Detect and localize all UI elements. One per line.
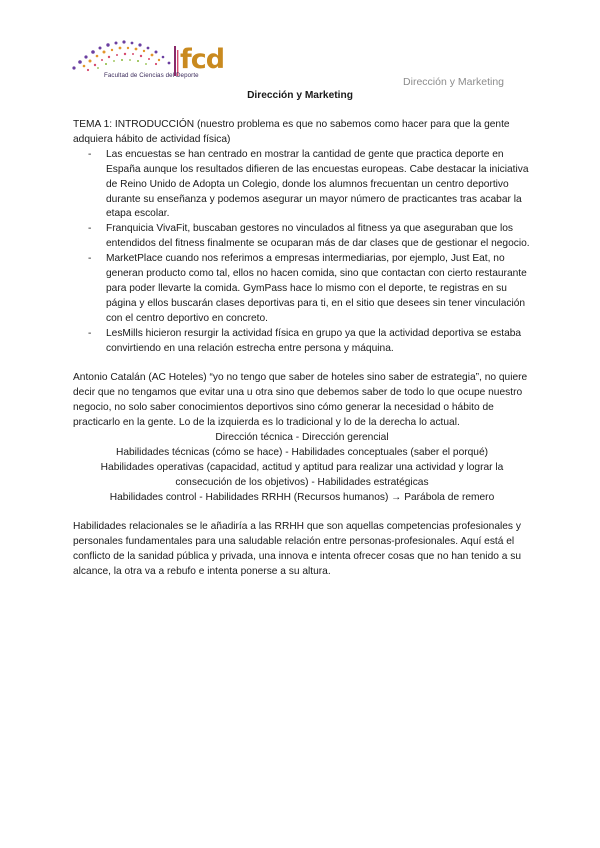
centered-line: Habilidades operativas (capacidad, actitud y aptitud para realizar una actividad y lograr la consecución de los objetivos) - Habilidades estratégicas: [100, 461, 504, 488]
document-title: Dirección y Marketing: [247, 90, 353, 101]
bullet-marker: -: [88, 253, 92, 265]
list-item: [88, 327, 531, 357]
quote-paragraph: Antonio Catalán (AC Hoteles) “yo no tengo que saber de hoteles sino saber de estrategia”, no quiere decir que no tengamos que evitar una u otra sino que debemos saber de todo lo que ocupe nuestro negocio, no solo saber conocimientos deportivos sino cómo generar la necesidad o hábito de practicarlo en la gente. Lo de la izquierda es lo tradicional y lo de la derecha lo actual.: [73, 372, 528, 429]
centered-line: Dirección técnica - Dirección gerencial: [215, 432, 389, 444]
spacer: [73, 357, 531, 372]
spacer: [73, 506, 531, 521]
list-item: [88, 222, 531, 252]
centered-line: Habilidades control - Habilidades RRHH (Recursos humanos) → Parábola de remero: [109, 491, 495, 503]
bullet-marker: -: [88, 148, 92, 160]
bullet-marker: -: [88, 223, 92, 235]
logo-abbreviation: fcd: [180, 44, 225, 75]
tema-paragraph: TEMA 1: INTRODUCCIÓN (nuestro problema es que no sabemos como hacer para que la gente adquiera hábito de actividad física): [73, 119, 510, 145]
list-item: [88, 148, 531, 223]
list-item-text: Franquicia VivaFit, buscaban gestores no vinculados al fitness ya que aseguraban que los entendidos del fitness finalmente se ocuparan más de dar clases que de gestionar el negocio.: [106, 223, 530, 250]
running-header-title: Dirección y Marketing: [403, 76, 504, 88]
list-item-text: Las encuestas se han centrado en mostrar la cantidad de gente que practica deporte en España aunque los resultados difieren de las encuestas europeas. Cabe destacar la iniciativa de Reino Unido de Adopta un Colegio, donde los alumnos frecuentan un centro deportivo durante su enseñanza y podemos asegurar un mayor número de practicantes tras acabar la etapa escolar.: [106, 148, 529, 220]
centered-line: Habilidades técnicas (cómo se hace) - Habilidades conceptuales (saber el porqué): [115, 446, 489, 458]
bullet-marker: -: [88, 327, 92, 339]
bullet-list: [73, 148, 531, 357]
list-item: [88, 252, 531, 327]
list-item-text: LesMills hicieron resurgir la actividad física en grupo ya que la actividad deportiva se estaba convirtiendo en una relación estrecha entre persona y máquina.: [106, 327, 522, 354]
document-body: [73, 118, 531, 580]
final-paragraph: Habilidades relacionales se le añadiría a las RRHH que son aquellas competencias profesionales y personales fundamentales para una saludable relación entre personas-profesionales. Aquí está el conflicto de la sanidad pública y privada, una innova e intenta ofrecer cosas que no han tenido a su alcance, la otra va a rebufo e intenta ponerse a su altura.: [73, 521, 521, 578]
list-item-text: MarketPlace cuando nos referimos a empresas intermediarias, por ejemplo, Just Eat, no generan producto como tal, ellos no hacen comida, sino que contactan con cierto restaurante para poder llevarte la comida. GymPass hace lo mismo con el deporte, te registras en su página y ellos buscarán clases deportivas para ti, en el sitio que desees sin tener vinculación con el centro deportivo en concreto.: [106, 253, 527, 324]
faculty-logo: [68, 38, 225, 86]
logo-faculty-name: Facultad de Ciencias del Deporte: [104, 72, 199, 79]
